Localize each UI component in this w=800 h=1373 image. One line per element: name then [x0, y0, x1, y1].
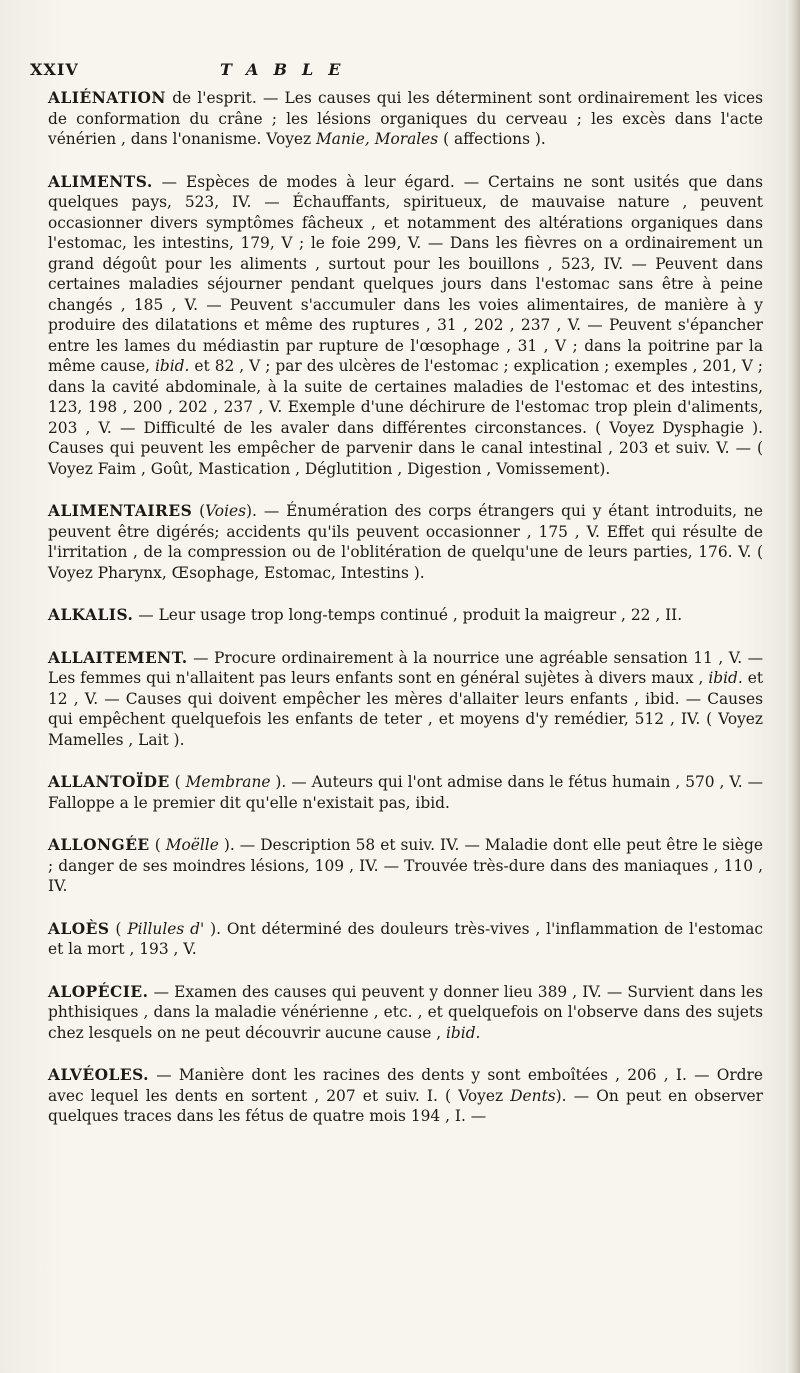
entry-reference: Pillules d'	[127, 919, 205, 938]
entry-tail: ). Ont déterminé des douleurs très-vives , l'inflammation de l'estomac et la mort , 193 , V.	[48, 919, 763, 958]
running-head: TABLE	[220, 60, 356, 79]
entry-text: (	[149, 836, 166, 854]
entry-reference: ibid.	[154, 357, 190, 375]
entry-tail: ). — Description 58 et suiv. IV. — Maladie dont elle peut être le siège ; danger de ses moindres lésions, 109 , IV. — Trouvée très-dure dans des maniaques , 110 , IV.	[48, 836, 763, 895]
entry-text: (	[109, 919, 128, 938]
index-content	[48, 88, 763, 1127]
entry-tail: et 12 , V. — Causes qui doivent empêcher les mères d'allaiter leurs enfants , ibid. — Causes qui empêchent quelquefois les enfants de teter , et moyens d'y remédier, 512 , IV. ( Voyez Mamelles , Lait ).	[48, 669, 763, 749]
index-entry-alkalis	[48, 605, 763, 626]
entry-text: — Procure ordinairement à la nourrice une agréable sensation 11 , V. — Les femmes qui n'allaitent pas leurs enfants sont en général sujètes à divers maux ,	[48, 648, 763, 687]
index-entry-aliments	[48, 172, 763, 480]
entry-headword: ALIÉNATION	[48, 89, 166, 107]
entry-tail: ). — On peut en observer quelques traces dans les fétus de quatre mois 194 , I. —	[48, 1086, 764, 1125]
entry-text: (	[192, 502, 206, 520]
index-entry-allantoide	[48, 772, 763, 813]
entry-text: (	[169, 773, 186, 791]
index-entry-allaitement	[48, 648, 763, 751]
index-entry-allongee	[48, 835, 763, 897]
entry-headword: ALIMENTAIRES	[48, 502, 193, 520]
entry-text: — Examen des causes qui peuvent y donner lieu 389 , IV. — Survient dans les phthisiques , dans la maladie vénérienne , etc. , et quelquefois on l'observe dans des sujets chez lesquels on ne peut découvrir aucune cause ,	[48, 982, 763, 1042]
entry-text: de l'esprit. — Les causes qui les déterminent sont ordinairement les vices de conformation du crâne ; les lésions organiques du cerveau ; les excès dans l'acte vénérien , dans l'onanisme. Voyez	[48, 89, 763, 148]
entry-reference: Membrane	[185, 773, 271, 791]
index-entry-aloes	[48, 919, 763, 960]
entry-reference: ibid.	[708, 669, 743, 687]
entry-headword: ALLAITEMENT.	[48, 648, 188, 667]
entry-headword: ALLONGÉE	[48, 836, 150, 854]
entry-tail: ). — Énumération des corps étrangers qui y étant introduits, ne peuvent être digérés; accidents qu'ils peuvent occasionner , 175 , V. Effet qui résulte de l'irritation , de la compression ou de l'oblitération de quelqu'une de leurs parties, 176. V. ( Voyez Pharynx, Œsophage, Estomac, Intestins ).	[48, 502, 763, 582]
entry-reference: Moëlle	[165, 836, 219, 854]
entry-tail: et 82 , V ; par des ulcères de l'estomac ; explication ; exemples , 201, V ; dans la cavité abdominale, à la suite de certaines maladies de l'estomac et des intestins, 123, 198 , 200 , 202 , 237 , V. Exemple d'une déchirure de l'estomac trop plein d'aliments, 203 , V. — Difficulté de les avaler dans différentes circonstances. ( Voyez Dysphagie ). Causes qui peuvent les empêcher de parvenir dans le canal intestinal , 203 et suiv. V. — ( Voyez Faim , Goût, Mastication , Déglutition , Digestion , Vomissement).	[48, 357, 763, 478]
entry-tail: ( affections ).	[438, 130, 546, 148]
index-entry-alopecie	[48, 982, 763, 1044]
entry-text: — Espèces de modes à leur égard. — Certains ne sont usités que dans quelques pays, 523, IV. — Échauffants, spiritueux, de mauvaise nature , peuvent occasionner divers symptômes fâcheux , et notamment des altérations organiques dans l'estomac, les intestins, 179, V ; le foie 299, V. — Dans les fièvres on a ordinairement un grand dégoût pour les aliments , surtout pour les bouillons , 523, IV. — Peuvent dans certaines maladies séjourner pendant quelques jours dans l'estomac sans être à peine changés , 185 , V. — Peuvent s'accumuler dans les voies alimentaires, de manière à y produire des dilatations et même des ruptures , 31 , 202 , 237 , V. — Peuvent s'épancher entre les lames du médiastin par rupture de l'œsophage , 31 , V ; dans la poitrine par la même cause,	[48, 172, 763, 375]
index-entry-alimentaires	[48, 501, 763, 583]
entry-headword: ALKALIS.	[48, 606, 134, 624]
entry-reference: ibid.	[446, 1023, 481, 1042]
entry-headword: ALOPÉCIE.	[48, 982, 149, 1001]
page-header	[30, 60, 750, 90]
entry-headword: ALLANTOÏDE	[48, 773, 170, 791]
index-entry-alveoles	[48, 1065, 763, 1127]
entry-text: — Leur usage trop long-temps continué , produit la maigreur , 22 , II.	[133, 606, 683, 624]
entry-reference: Dents	[510, 1086, 556, 1105]
entry-reference: Voies	[205, 502, 247, 520]
entry-headword: ALOÈS	[48, 919, 110, 938]
entry-reference: Manie, Morales	[316, 130, 439, 148]
entry-tail: ). — Auteurs qui l'ont admise dans le fétus humain , 570 , V. — Falloppe a le premier dit qu'elle n'existait pas, ibid.	[48, 773, 763, 812]
index-entry-alienation	[48, 88, 763, 150]
entry-headword: ALVÉOLES.	[48, 1066, 149, 1084]
entry-text: — Manière dont les racines des dents y sont emboîtées , 206 , I. — Ordre avec lequel les dents en sortent , 207 et suiv. I. ( Voyez	[48, 1066, 763, 1105]
page-edge	[786, 0, 800, 1373]
entry-headword: ALIMENTS.	[48, 172, 153, 191]
page-number: XXIV	[30, 60, 79, 79]
